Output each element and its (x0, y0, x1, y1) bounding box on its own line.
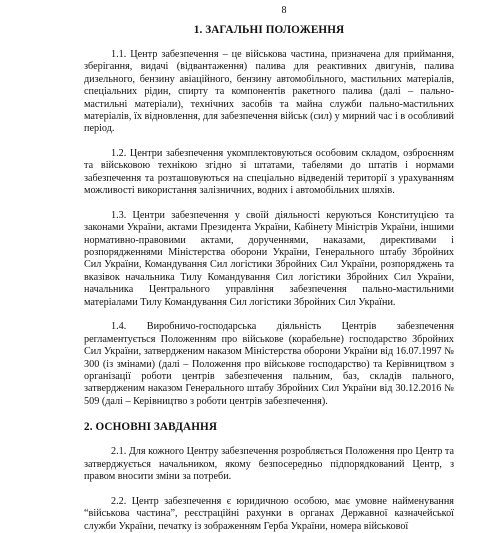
section-heading-main-tasks: 2. ОСНОВНІ ЗАВДАННЯ (84, 421, 218, 434)
paragraph-1-3: 1.3. Центри забезпечення у своїй діяльності керуються Конституцією та законами України, актами Президента України, Кабінету Міністрів України, іншими нормативно-правовими актами, дорученнями, наказами, директивами і розпорядженнями Міністерства оборони України, Генерального штабу Збройних Сил України, Командування Сил логістики Збройних Сил України, розпоряджень та вказівок начальника Тилу Командування Сил логістики Збройних Сил України, начальника Центрального управління забезпечення пально-мастильними матеріалами Тилу Командування Сил логістики Збройних Сил України. (84, 209, 454, 308)
paragraph-2-1: 2.1. Для кожного Центру забезпечення розробляється Положення про Центр та затверджується начальником, якому безпосередньо підпорядкований Центр, з правом вносити зміни за потреби. (84, 446, 454, 483)
paragraph-1-4: 1.4. Виробничо-господарська діяльність Центрів забезпечення регламентується Положенням про військове (корабельне) господарство Збройних Сил України, затвердженим наказом Міністерства оборони України від 16.07.1997 № 300 (із змінами) (далі – Положення про військове господарство) та Керівництвом з організації роботи центрів забезпечення пальним, баз, складів пального, затвердженим наказом Генерального штабу Збройних Сил України від 30.12.2016 № 509 (далі – Керівництво з роботи центрів забезпечення). (84, 321, 454, 407)
page-number: 8 (281, 5, 287, 16)
section-heading-general-provisions: 1. ЗАГАЛЬНІ ПОЛОЖЕННЯ (193, 24, 345, 36)
paragraph-1-2: 1.2. Центри забезпечення укомплектовуються особовим складом, озброєнням та військовою технікою згідно зі штатами, табелями до штатів і нормами забезпечення та розташовуються на спеціально відведеній території з урахуванням можливості використання залізничних, водних і автомобільних шляхів. (84, 148, 454, 197)
paragraph-1-1: 1.1. Центр забезпечення – це військова частина, призначена для приймання, зберігання, видачі (відвантаження) палива для реактивних двигунів, палива дизельного, бензину авіаційного, бензину автомобільного, мастильних матеріалів, спеціальних рідин, спирту та компонентів ракетного палива (далі – пально-мастильні матеріали), технічних засобів та майна служби пально-мастильних матеріалів, їх відновлення, для забезпечення військ (сил) у мирний час і в особливий період. (84, 49, 454, 135)
paragraph-2-2: 2.2. Центр забезпечення є юридичною особою, має умовне найменування “військова частина”, реєстраційні рахунки в органах Державної казначейської служби України, печатку із зображенням Герба України, номера військової (84, 495, 454, 532)
